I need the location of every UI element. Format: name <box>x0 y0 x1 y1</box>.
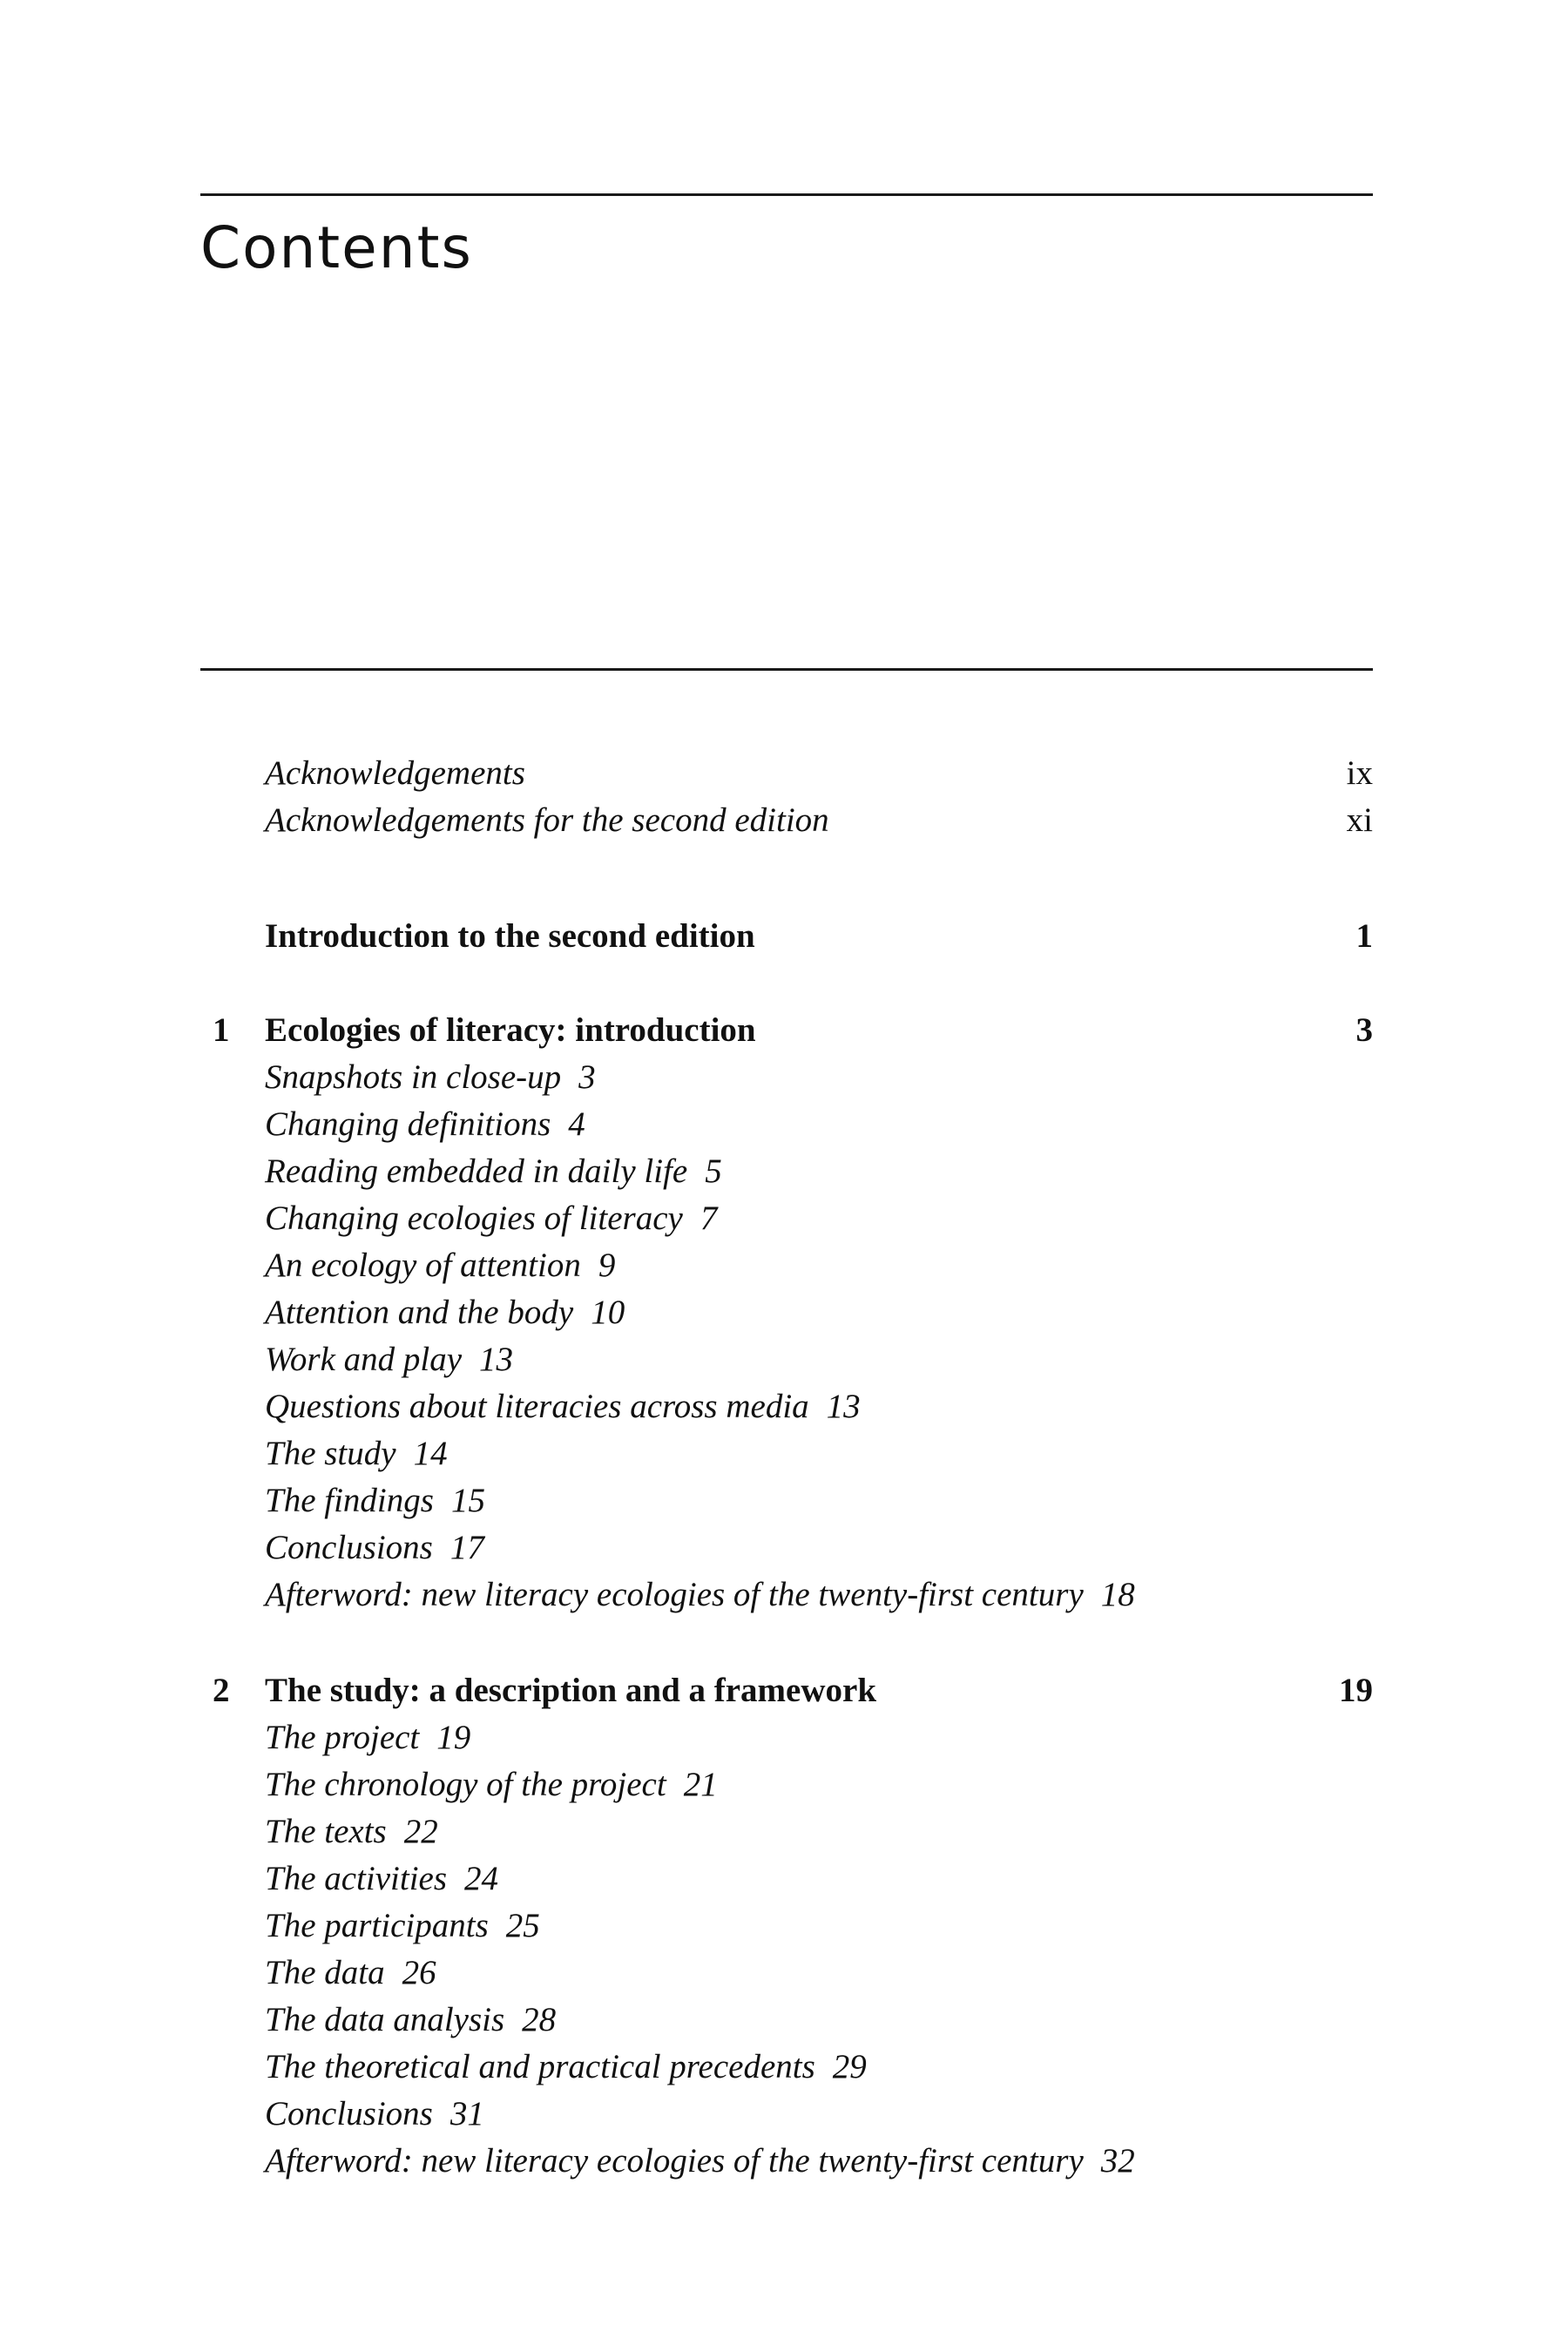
section-title: Afterword: new literacy ecologies of the twenty-first century <box>265 1576 1084 1613</box>
section-entry[interactable] <box>200 1242 1373 1289</box>
section-title: The theoretical and practical precedents <box>265 2048 815 2085</box>
toc-entry-page: xi <box>1346 801 1373 839</box>
section-entry[interactable] <box>200 1148 1373 1195</box>
section-page: 32 <box>1100 2142 1135 2180</box>
section-page: 26 <box>402 1954 436 1991</box>
section-page: 22 <box>403 1813 438 1850</box>
section-page: 3 <box>578 1058 596 1096</box>
chapter-heading[interactable] <box>200 1007 1373 1054</box>
section-page: 13 <box>479 1341 514 1378</box>
section-entry[interactable] <box>200 1714 1373 1761</box>
section-page: 14 <box>413 1435 448 1472</box>
section-page: 5 <box>705 1152 722 1190</box>
section-page: 7 <box>700 1200 718 1237</box>
chapter-heading[interactable] <box>200 1667 1373 1714</box>
section-entry[interactable] <box>200 1054 1373 1101</box>
section-title: Conclusions <box>265 1529 433 1566</box>
section-entry[interactable] <box>200 1950 1373 1997</box>
introduction-list <box>200 913 1373 960</box>
section-page: 15 <box>450 1482 485 1519</box>
section-entry[interactable] <box>200 2138 1373 2185</box>
section-title: Questions about literacies across media <box>265 1388 809 1425</box>
section-page: 13 <box>826 1388 861 1425</box>
section-title: The data analysis <box>265 2001 505 2038</box>
toc-entry-page: ix <box>1346 754 1373 792</box>
section-title: The study <box>265 1435 396 1472</box>
section-entry[interactable] <box>200 1336 1373 1383</box>
section-page: 28 <box>522 2001 557 2038</box>
section-page: 21 <box>683 1766 718 1803</box>
section-entry[interactable] <box>200 1997 1373 2044</box>
section-page: 25 <box>505 1907 540 1944</box>
toc-entry-introduction[interactable] <box>200 913 1373 960</box>
section-entry[interactable] <box>200 1289 1373 1336</box>
section-title: The participants <box>265 1907 489 1944</box>
section-page: 4 <box>568 1105 585 1143</box>
section-title: Work and play <box>265 1341 463 1378</box>
chapter-title: Ecologies of literacy: introduction <box>265 1011 756 1049</box>
toc-entry-title: Acknowledgements for the second edition <box>265 801 829 839</box>
section-entry[interactable] <box>200 2044 1373 2091</box>
section-page: 31 <box>449 2095 484 2132</box>
section-title: The findings <box>265 1482 434 1519</box>
section-title: The chronology of the project <box>265 1766 666 1803</box>
section-entry[interactable] <box>200 1903 1373 1950</box>
toc-entry-title: Acknowledgements <box>265 754 525 792</box>
section-title: The data <box>265 1954 385 1991</box>
chapter-number: 2 <box>213 1672 230 1709</box>
chapter-page: 3 <box>1355 1011 1373 1049</box>
chapter-2-list <box>200 1667 1373 2185</box>
toc-entry-acknowledgements[interactable] <box>200 750 1373 797</box>
section-entry[interactable] <box>200 1101 1373 1148</box>
section-entry[interactable] <box>200 1524 1373 1571</box>
section-title: Reading embedded in daily life <box>265 1152 688 1190</box>
chapter-1-list <box>200 1007 1373 1619</box>
chapter-title: The study: a description and a framework <box>265 1672 877 1709</box>
top-rule <box>200 193 1373 196</box>
toc-entry-page: 1 <box>1355 917 1373 955</box>
section-page: 19 <box>436 1719 471 1756</box>
section-title: Attention and the body <box>265 1294 574 1331</box>
section-title: Snapshots in close-up <box>265 1058 562 1096</box>
section-title: Conclusions <box>265 2095 433 2132</box>
section-page: 18 <box>1100 1576 1135 1613</box>
section-page: 10 <box>591 1294 625 1331</box>
chapter-number: 1 <box>213 1011 230 1049</box>
section-entry[interactable] <box>200 1808 1373 1855</box>
section-title: The texts <box>265 1813 387 1850</box>
section-title: Changing ecologies of literacy <box>265 1200 683 1237</box>
section-entry[interactable] <box>200 2091 1373 2138</box>
section-title: Afterword: new literacy ecologies of the twenty-first century <box>265 2142 1084 2180</box>
section-entry[interactable] <box>200 1761 1373 1808</box>
section-page: 24 <box>464 1860 499 1897</box>
title-bottom-rule <box>200 668 1373 671</box>
section-entry[interactable] <box>200 1195 1373 1242</box>
front-matter-list <box>200 750 1373 844</box>
page-title: Contents <box>200 214 473 281</box>
section-title: Changing definitions <box>265 1105 551 1143</box>
section-title: The project <box>265 1719 420 1756</box>
toc-entry-acknowledgements-second-edition[interactable] <box>200 797 1373 844</box>
section-page: 29 <box>832 2048 867 2085</box>
section-page: 9 <box>598 1247 616 1284</box>
section-title: The activities <box>265 1860 448 1897</box>
section-entry[interactable] <box>200 1855 1373 1903</box>
section-entry[interactable] <box>200 1430 1373 1477</box>
section-page: 17 <box>449 1529 484 1566</box>
section-entry[interactable] <box>200 1383 1373 1430</box>
chapter-page: 19 <box>1339 1672 1373 1709</box>
section-title: An ecology of attention <box>265 1247 581 1284</box>
section-entry[interactable] <box>200 1477 1373 1524</box>
toc-entry-title: Introduction to the second edition <box>265 917 755 955</box>
section-entry[interactable] <box>200 1571 1373 1619</box>
